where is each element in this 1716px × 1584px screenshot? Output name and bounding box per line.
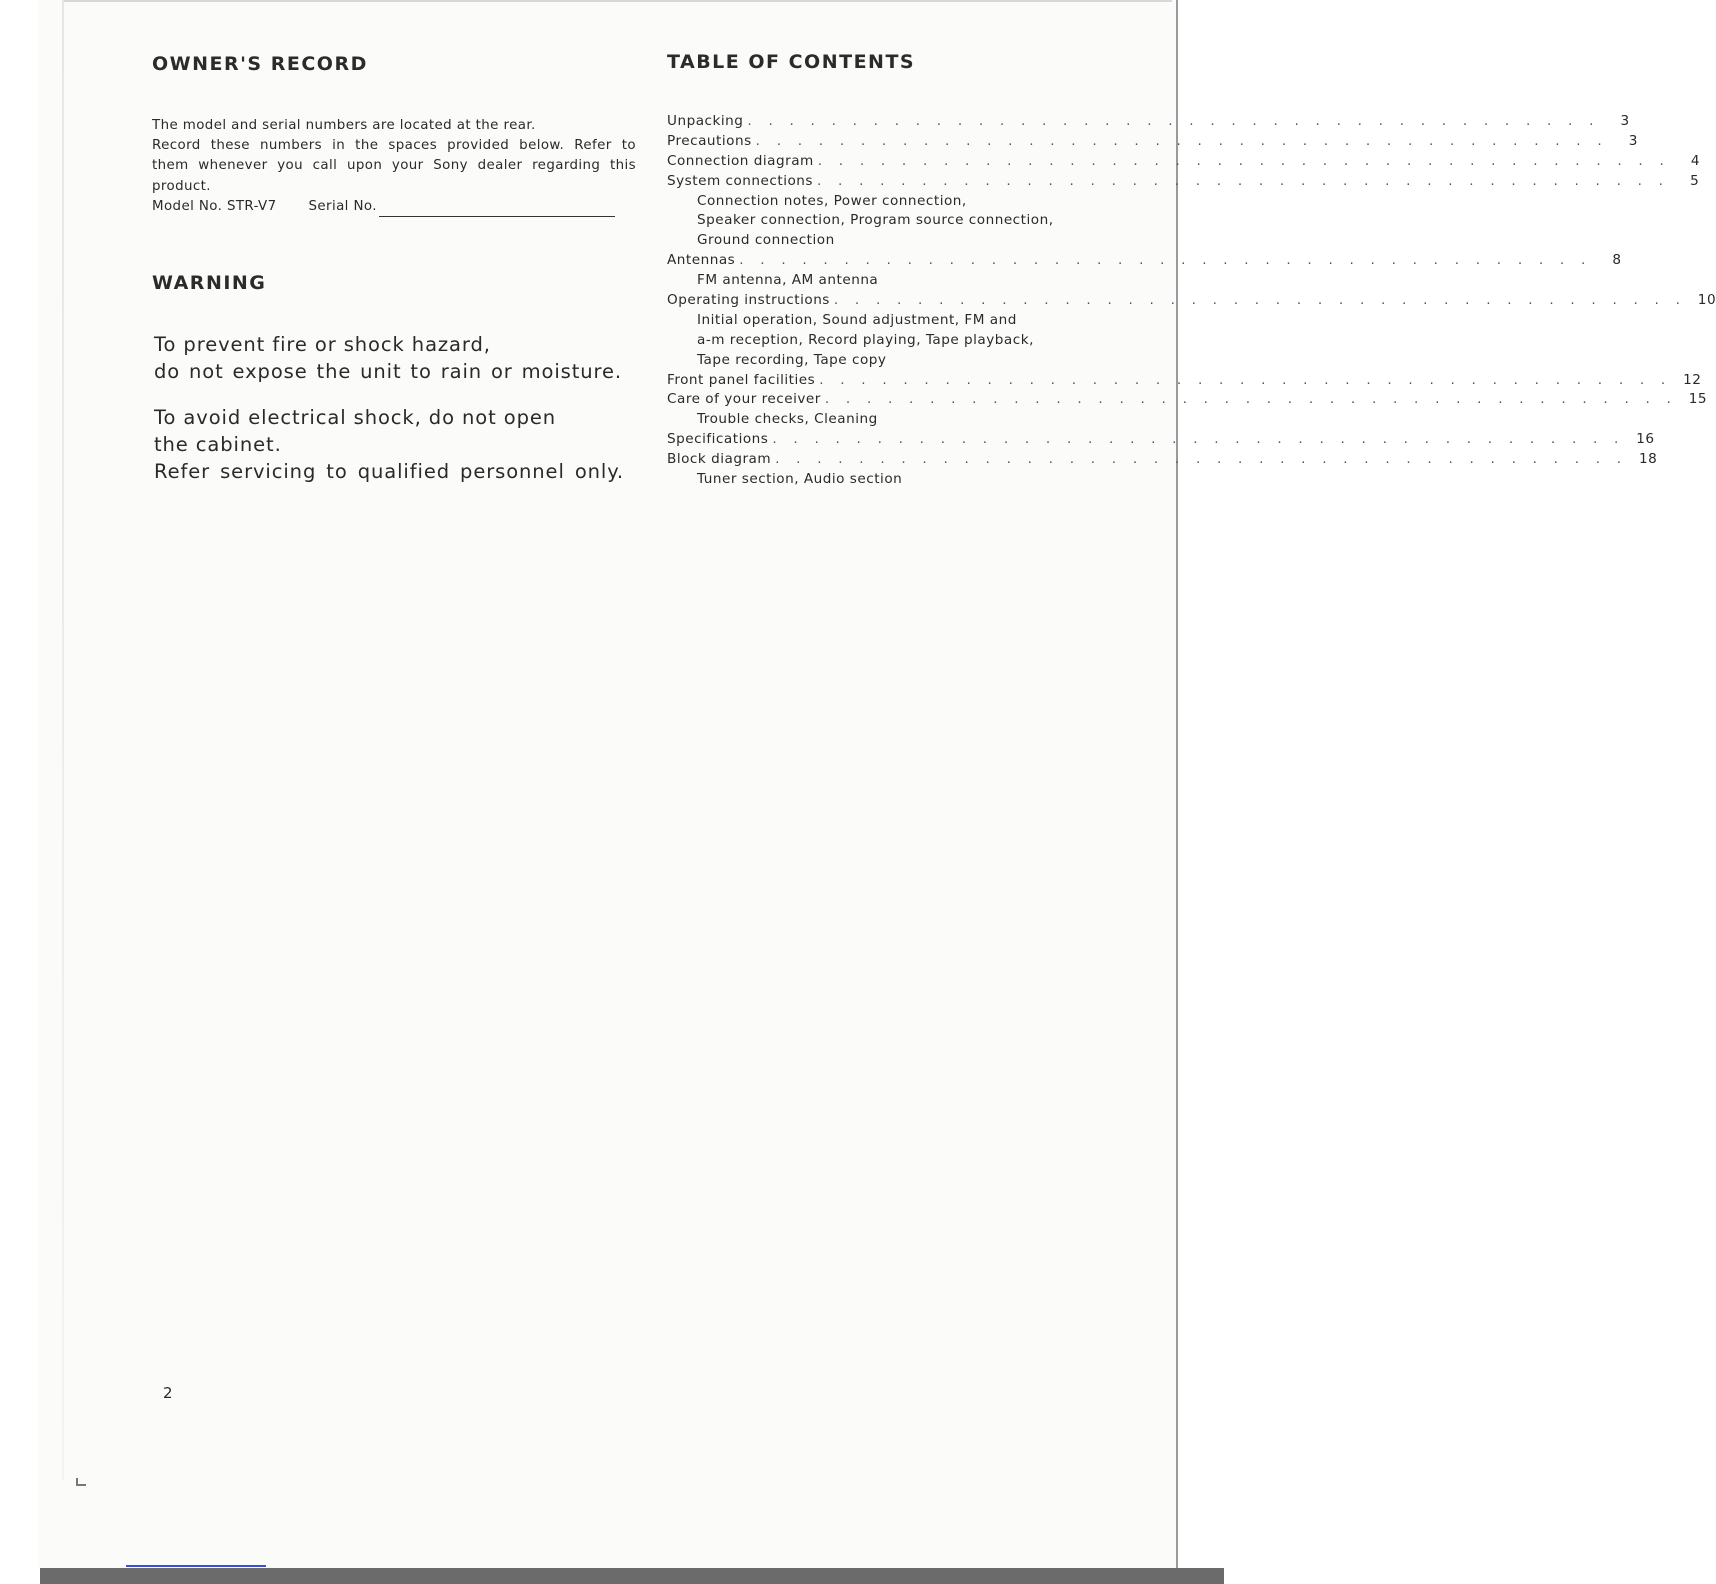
toc-entry-label: Unpacking [667, 113, 744, 129]
scan-bottom-corner [0, 1568, 40, 1584]
toc-entry [667, 451, 1658, 471]
toc-entry-label: System connections [667, 172, 813, 189]
toc-entry-page: 3 [1620, 113, 1630, 129]
toc-leader-dots: . . . . . . . . . . . . . . . . . . . . . . . . . . . . . . . . . . . . . . . . . [755, 132, 1608, 149]
toc-entry [667, 431, 1655, 451]
warning-line: To avoid electrical shock, do not open [154, 406, 557, 429]
toc-entry-page: 15 [1688, 391, 1708, 408]
toc-entry-page: 5 [1690, 172, 1700, 189]
toc-entry [667, 172, 1700, 193]
owners-record-line: The model and serial numbers are located at the rear. [152, 118, 536, 133]
toc-subentry: Speaker connection, Program source connection, [697, 212, 1054, 229]
toc-entry-label: Operating instructions [667, 292, 830, 309]
toc-subentry: FM antenna, AM antenna [697, 272, 879, 289]
toc-subentry: Tuner section, Audio section [697, 471, 903, 488]
toc-entry [667, 391, 1708, 411]
toc-entry-label: Precautions [667, 132, 752, 149]
owners-record-line: Record these numbers in the spaces provided below. Refer to [152, 138, 636, 154]
model-serial-line [152, 197, 636, 217]
owners-record-line: product. [152, 178, 211, 194]
toc-entry-page: 18 [1639, 451, 1658, 468]
warning-paragraph-1 [154, 331, 622, 385]
page-top-edge [62, 0, 1172, 2]
toc-leader-dots: . . . . . . . . . . . . . . . . . . . . . . . . . . . . . . . . . . . . . . . . . [819, 371, 1672, 388]
owners-record-body [152, 116, 636, 217]
toc-entry [667, 152, 1700, 173]
toc-entry [667, 252, 1622, 272]
toc-leader-dots: . . . . . . . . . . . . . . . . . . . . . . . . . . . . . . . . . . . . . . . . . [833, 292, 1687, 309]
toc-entry-label: Front panel facilities [667, 371, 816, 388]
toc-subentry: Initial operation, Sound adjustment, FM and [697, 311, 1017, 328]
warning-line: To prevent fire or shock hazard, [154, 333, 491, 356]
toc-leader-dots: . . . . . . . . . . . . . . . . . . . . . . . . . . . . . . . . . . . . . . . . . [739, 252, 1592, 269]
toc-subentry: Tape recording, Tape copy [697, 351, 887, 368]
serial-number-label: Serial No. [308, 198, 377, 214]
warning-line: do not expose the unit to rain or moisture. [154, 360, 622, 383]
toc-entry-label: Antennas [667, 252, 736, 269]
warning-title: WARNING [152, 272, 267, 294]
toc-entry-label: Care of your receiver [667, 391, 821, 408]
toc-leader-dots: . . . . . . . . . . . . . . . . . . . . . . . . . . . . . . . . . . . . . . . . . [817, 172, 1670, 189]
page-left-shadow [62, 0, 64, 1480]
toc-subentry: Ground connection [697, 232, 835, 249]
serial-number-blank [379, 202, 615, 217]
toc-entry-page: 8 [1612, 252, 1622, 269]
owners-record-title: OWNER'S RECORD [152, 53, 368, 75]
bottom-link-underline [126, 1565, 266, 1567]
warning-line: the cabinet. [154, 433, 282, 456]
model-number-label: Model No. STR-V7 [152, 198, 277, 214]
toc-entry-page: 10 [1697, 292, 1716, 309]
page-number: 2 [163, 1384, 173, 1402]
toc-entry-label: Specifications [667, 431, 769, 448]
toc-entry [667, 113, 1630, 133]
toc-entry-page: 16 [1636, 431, 1655, 448]
warning-paragraph-2 [154, 404, 624, 485]
toc-entry-page: 12 [1683, 371, 1702, 388]
toc-title: TABLE OF CONTENTS [667, 51, 916, 73]
scan-bottom-edge [0, 1568, 1224, 1584]
toc-entry [667, 132, 1638, 153]
toc-leader-dots: . . . . . . . . . . . . . . . . . . . . . . . . . . . . . . . . . . . . . . . . . [772, 431, 1625, 448]
toc-entry-label: Connection diagram [667, 152, 814, 169]
toc-subentry: a-m reception, Record playing, Tape playback, [697, 331, 1034, 348]
toc-entry [667, 371, 1702, 392]
toc-leader-dots: . . . . . . . . . . . . . . . . . . . . . . . . . . . . . . . . . . . . . . . . . [824, 391, 1678, 408]
toc-entry-page: 3 [1628, 132, 1638, 149]
toc-entry-page: 4 [1690, 152, 1700, 169]
warning-line: Refer servicing to qualified personnel only. [154, 460, 624, 483]
toc-leader-dots: . . . . . . . . . . . . . . . . . . . . . . . . . . . . . . . . . . . . . . . . . [817, 152, 1670, 169]
toc-entry [667, 292, 1716, 312]
toc-subentry: Connection notes, Power connection, [697, 192, 967, 209]
toc-leader-dots: . . . . . . . . . . . . . . . . . . . . . . . . . . . . . . . . . . . . . . . . . [775, 451, 1628, 468]
toc-leader-dots: . . . . . . . . . . . . . . . . . . . . . . . . . . . . . . . . . . . . . . . . . [747, 113, 1600, 129]
corner-mark [76, 1478, 86, 1486]
owners-record-line: them whenever you call upon your Sony dealer regarding this [152, 158, 636, 174]
toc-entry-label: Block diagram [667, 451, 772, 468]
toc-subentry: Trouble checks, Cleaning [697, 411, 878, 428]
table-of-contents [667, 113, 1716, 491]
